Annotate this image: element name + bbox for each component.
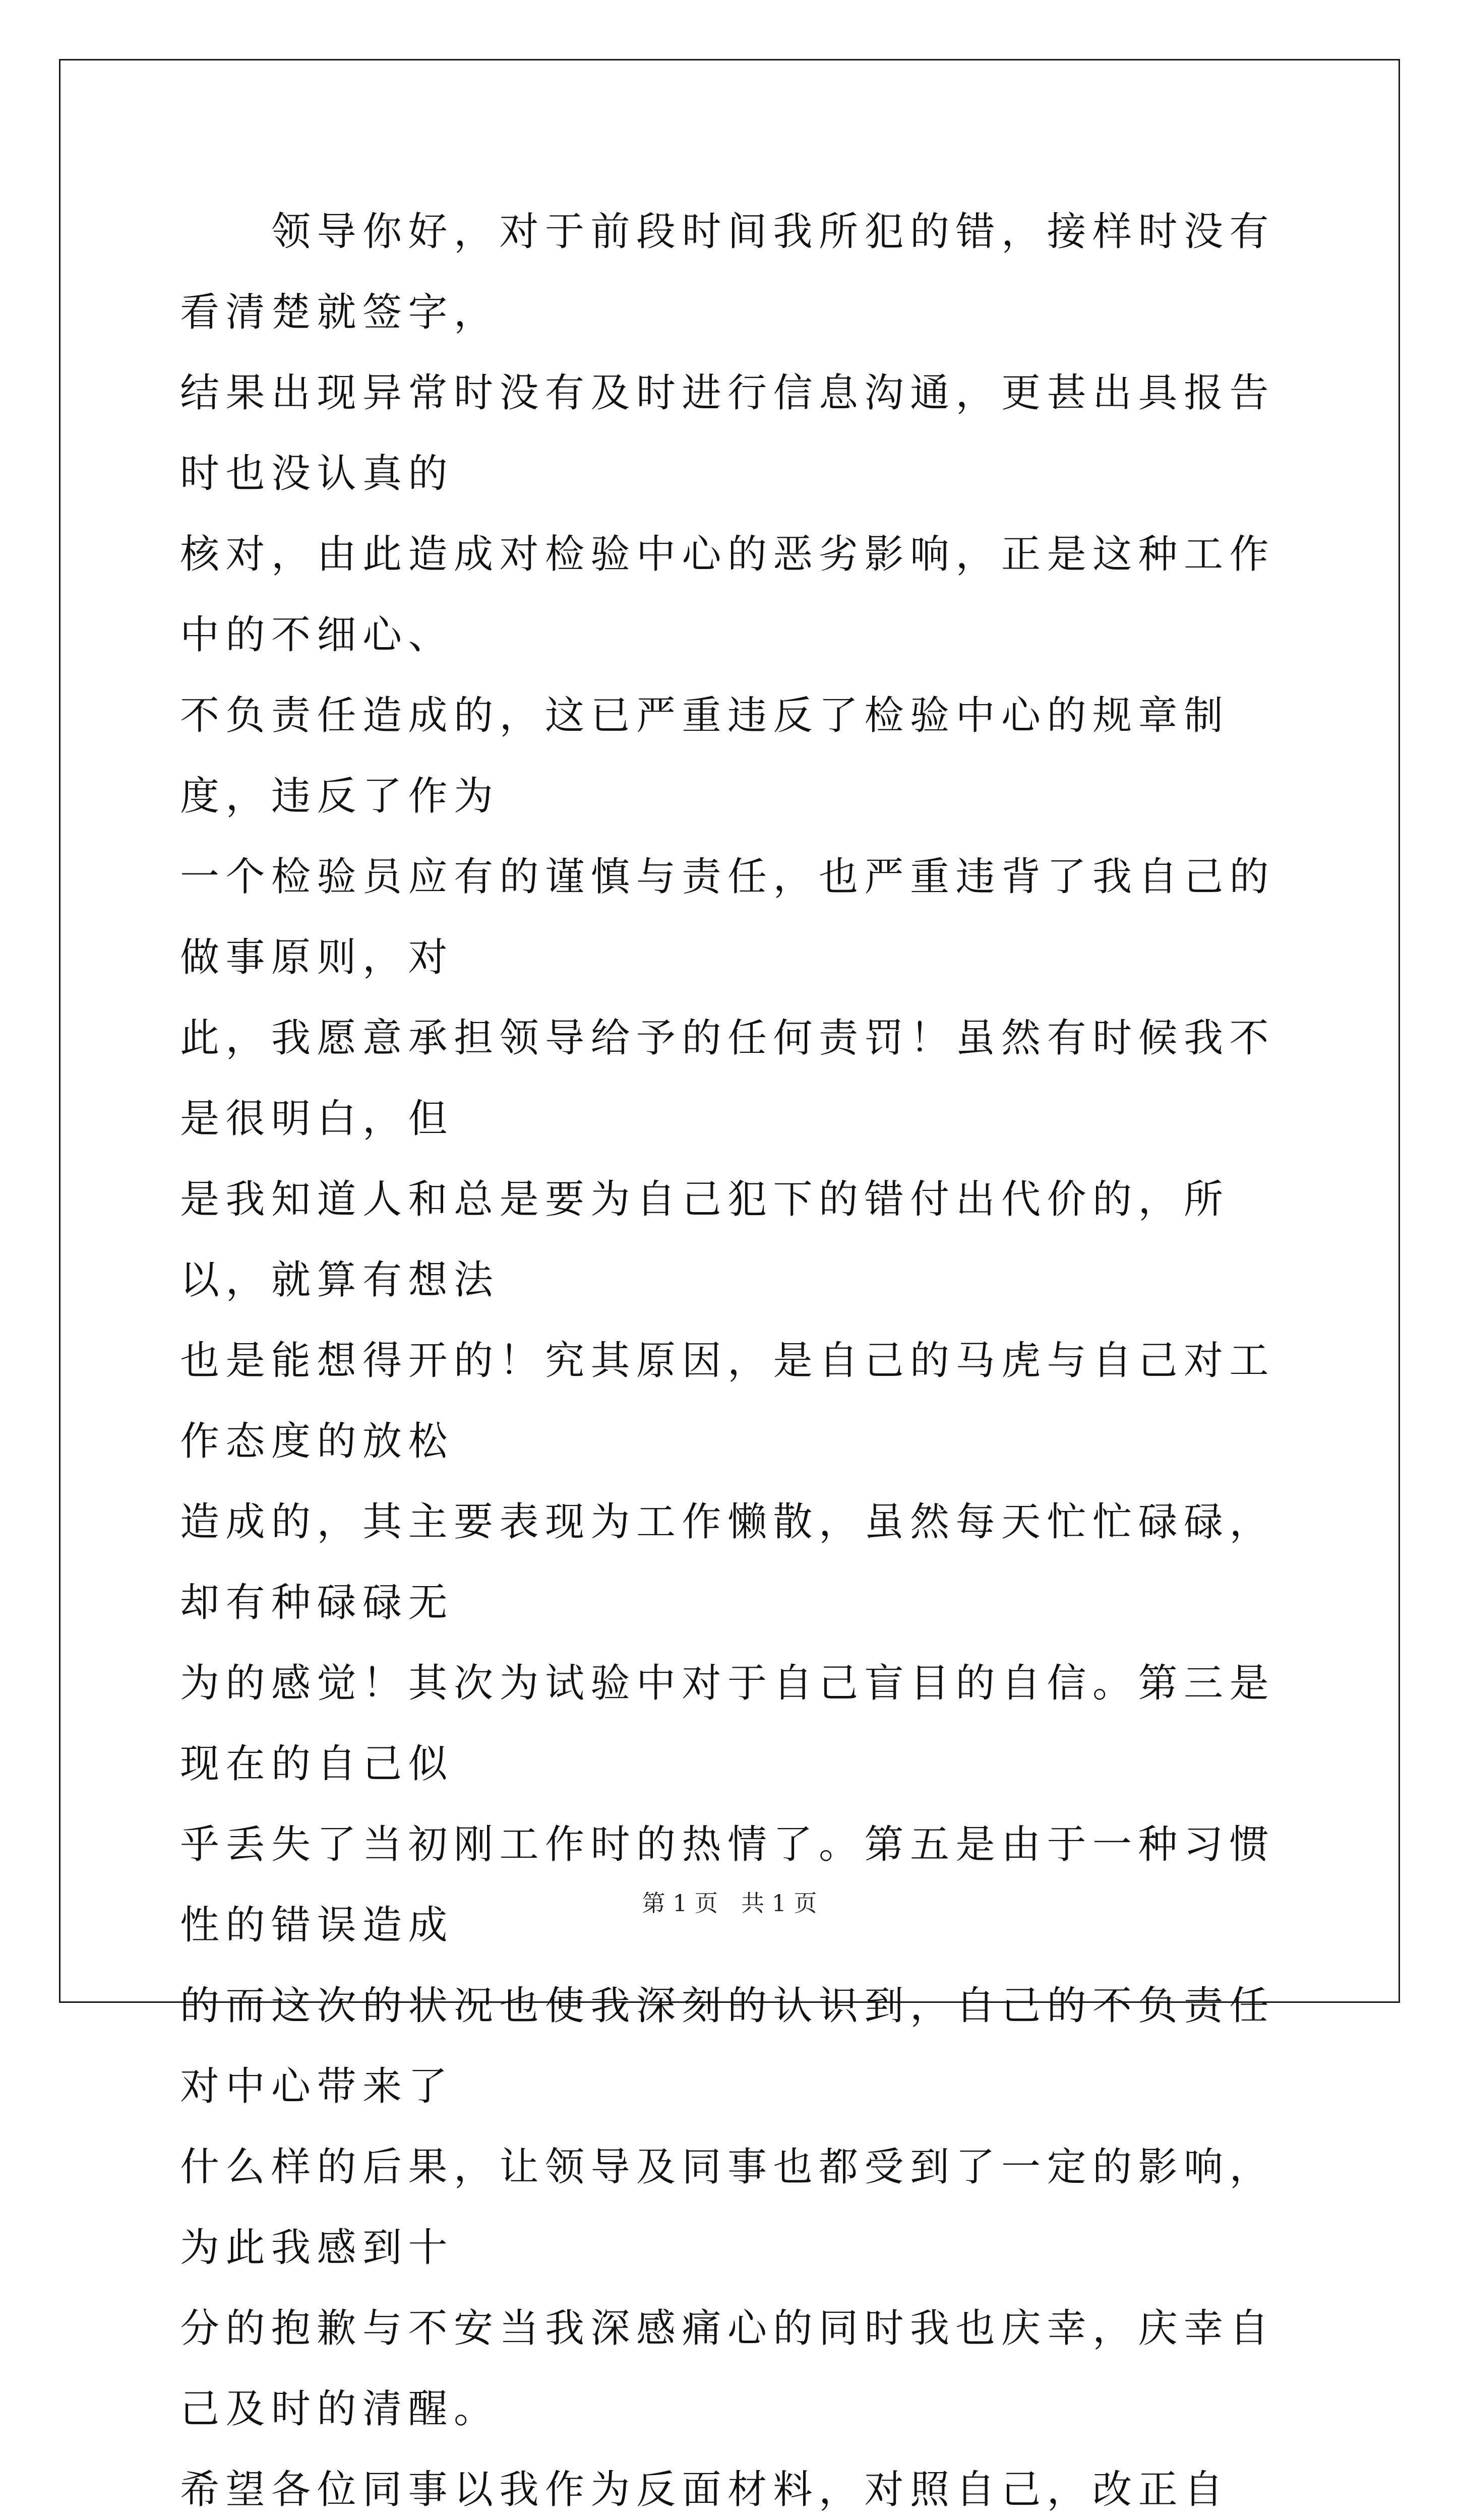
document-body-text: 领导你好，对于前段时间我所犯的错，接样时没有看清楚就签字， 结果出现异常时没有及时进行信息沟通，更甚出具报告时也没认真的 核对，由此造成对检验中心的恶劣影响，正是这种工作中的不细心、 不负责任造成的，这已严重违反了检验中心的规章制度，违反了作为 一个检验员应有的谨慎与责任，也严重违背了我自己的做事原则，对 此，我愿意承担领导给予的任何责罚！虽然有时候我不是很明白，但 是我知道人和总是要为自己犯下的错付出代价的，所以，就算有想法 也是能想得开的！究其原因，是自己的马虎与自己对工作态度的放松 造成的，其主要表现为工作懒散，虽然每天忙忙碌碌，却有种碌碌无 为的感觉！其次为试验中对于自己盲目的自信。第三是现在的自己似 乎丢失了当初刚工作时的热情了。第五是由于一种习惯性的错误造成 的而这次的状况也使我深刻的认识到，自己的不负责任对中心带来了 什么样的后果，让领导及同事也都受到了一定的影响，为此我感到十 分的抱歉与不安当我深感痛心的同时我也庆幸，庆幸自己及时的清醒。 希望各位同事以我作为反面材料，对照自己，改正自	[180, 209, 1275, 2512]
page-number-footer: 第 1 页 共 1 页	[642, 1889, 817, 1917]
